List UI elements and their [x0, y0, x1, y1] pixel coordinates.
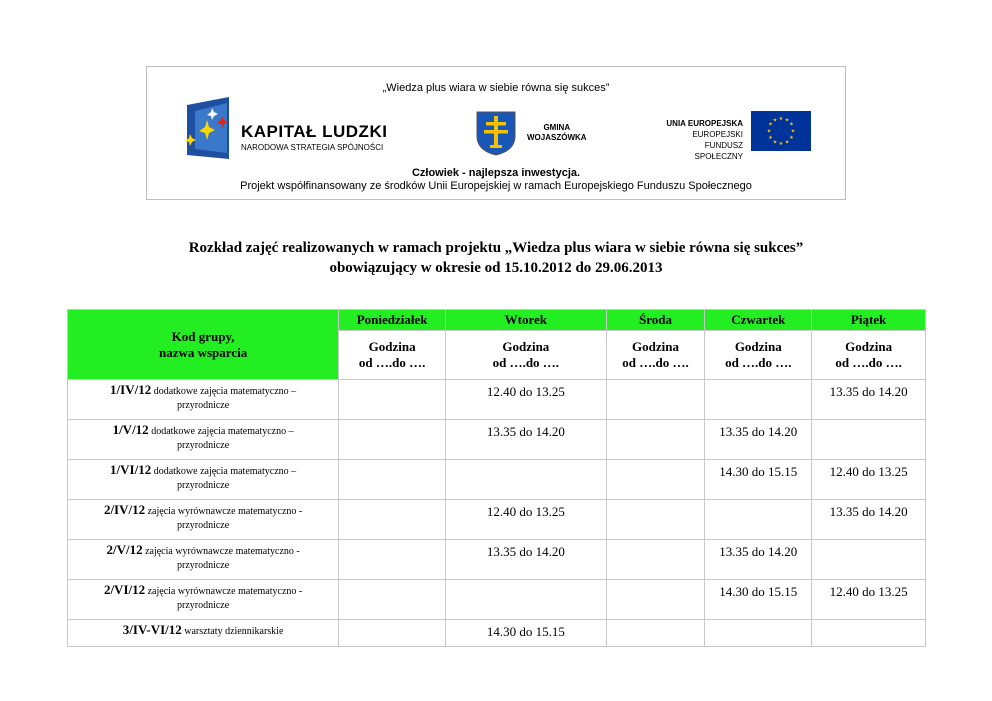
time-slot	[606, 460, 705, 500]
eu-line3: FUNDUSZ SPOŁECZNY	[694, 141, 743, 161]
header-day: Wtorek	[446, 310, 607, 331]
time-slot	[339, 460, 446, 500]
project-banner	[146, 66, 846, 200]
group-desc-cont: przyrodnicze	[176, 560, 230, 571]
hours-line2: od ….do ….	[358, 355, 426, 370]
schedule-table	[67, 309, 926, 647]
header-hours	[705, 331, 812, 380]
time-slot	[705, 380, 812, 420]
time-slot: 13.35 do 14.20	[705, 420, 812, 460]
group-cell	[68, 500, 339, 540]
group-code: 2/VI/12	[103, 582, 146, 597]
time-slot: 12.40 do 13.25	[812, 580, 926, 620]
time-slot: 12.40 do 13.25	[446, 500, 607, 540]
group-desc: dodatkowe zajęcia matematyczno –	[151, 426, 294, 437]
time-slot	[446, 580, 607, 620]
svg-text:★: ★	[790, 128, 796, 135]
time-slot	[812, 620, 926, 647]
hours-line1: Godzina	[632, 339, 679, 354]
time-slot: 14.30 do 15.15	[705, 580, 812, 620]
group-code: 1/V/12	[112, 422, 149, 437]
header-hours	[606, 331, 705, 380]
banner-slogan: „Wiedza plus wiara w siebie równa się sukces”	[382, 82, 610, 94]
time-slot	[339, 380, 446, 420]
kapital-ludzki-wordmark	[241, 122, 387, 152]
hours-line1: Godzina	[368, 339, 416, 354]
svg-text:★: ★	[772, 117, 778, 124]
group-cell	[68, 380, 339, 420]
time-slot: 13.35 do 14.20	[446, 420, 607, 460]
group-desc-cont: przyrodnicze	[176, 400, 230, 411]
table-row	[68, 580, 926, 620]
time-slot	[606, 420, 705, 460]
group-desc-cont: przyrodnicze	[176, 480, 230, 491]
time-slot: 13.35 do 14.20	[446, 540, 607, 580]
group-code: 1/IV/12	[110, 382, 152, 397]
gmina-line1: GMINA	[543, 123, 571, 132]
eu-flag-icon	[751, 111, 811, 151]
time-slot	[339, 540, 446, 580]
group-desc: dodatkowe zajęcia matematyczno –	[153, 466, 297, 477]
header-hours	[446, 331, 607, 380]
eu-label	[655, 118, 743, 162]
kapital-ludzki-subtitle: NARODOWA STRATEGIA SPÓJNOŚCI	[241, 143, 384, 152]
svg-text:★: ★	[789, 135, 794, 141]
table-row	[68, 460, 926, 500]
table-row	[68, 420, 926, 460]
svg-text:★: ★	[768, 135, 773, 141]
time-slot	[705, 620, 812, 647]
document-title	[0, 238, 992, 278]
svg-text:★: ★	[772, 139, 778, 146]
eu-line1: UNIA EUROPEJSKA	[666, 119, 743, 128]
svg-text:★: ★	[778, 141, 784, 147]
hours-line1: Godzina	[845, 339, 893, 354]
svg-text:★: ★	[784, 139, 790, 146]
time-slot: 12.40 do 13.25	[446, 380, 607, 420]
group-code: 1/VI/12	[110, 462, 152, 477]
svg-text:★: ★	[768, 121, 773, 128]
header-hours	[812, 331, 926, 380]
time-slot: 14.30 do 15.15	[446, 620, 607, 647]
gmina-coat-of-arms-icon	[473, 110, 519, 156]
hours-line2: od ….do ….	[492, 355, 560, 370]
kapital-ludzki-title: KAPITAŁ LUDZKI	[241, 122, 388, 141]
group-code: 3/IV-VI/12	[122, 622, 182, 637]
time-slot	[446, 460, 607, 500]
banner-tagline: Człowiek - najlepsza inwestycja.	[411, 167, 581, 179]
time-slot	[339, 580, 446, 620]
group-cell	[68, 580, 339, 620]
group-cell	[68, 420, 339, 460]
gmina-line2: WOJASZÓWKA	[527, 133, 587, 142]
eu-line2: EUROPEJSKI	[692, 130, 743, 139]
group-code: 2/IV/12	[103, 502, 146, 517]
banner-funding-note: Projekt współfinansowany ze środków Unii Europejskiej w ramach Europejskiego Funduszu Społecznego	[240, 180, 752, 192]
time-slot: 13.35 do 14.20	[812, 380, 926, 420]
time-slot	[812, 420, 926, 460]
gmina-label	[527, 123, 587, 143]
kapital-ludzki-logo	[177, 97, 237, 159]
header-row-days	[68, 310, 926, 331]
group-desc: warsztaty dziennikarskie	[184, 626, 284, 637]
header-day: Czwartek	[705, 310, 812, 331]
group-desc-cont: przyrodnicze	[176, 520, 230, 531]
time-slot	[705, 500, 812, 540]
table-row	[68, 540, 926, 580]
group-desc-cont: przyrodnicze	[176, 440, 230, 451]
time-slot	[339, 420, 446, 460]
group-desc: zajęcia wyrównawcze matematyczno -	[147, 586, 303, 597]
table-row	[68, 620, 926, 647]
group-cell	[68, 540, 339, 580]
group-code: 2/V/12	[106, 542, 143, 557]
group-cell	[68, 460, 339, 500]
time-slot	[606, 620, 705, 647]
time-slot	[606, 500, 705, 540]
svg-text:★: ★	[778, 116, 784, 122]
title-line1: Rozkład zajęć realizowanych w ramach projektu „Wiedza plus wiara w siebie równa się sukces”	[188, 240, 804, 256]
time-slot: 14.30 do 15.15	[705, 460, 812, 500]
header-day: Poniedziałek	[339, 310, 446, 331]
time-slot	[606, 540, 705, 580]
hours-line2: od ….do ….	[725, 355, 792, 370]
time-slot: 13.35 do 14.20	[812, 500, 926, 540]
svg-text:★: ★	[789, 121, 794, 128]
table-row	[68, 380, 926, 420]
time-slot	[812, 540, 926, 580]
hours-line1: Godzina	[502, 339, 550, 354]
time-slot	[606, 380, 705, 420]
group-desc: dodatkowe zajęcia matematyczno –	[153, 386, 297, 397]
group-desc-cont: przyrodnicze	[176, 600, 230, 611]
header-code-line1: Kod grupy,	[171, 328, 235, 344]
group-cell	[68, 620, 339, 647]
header-day: Środa	[606, 310, 705, 331]
hours-line2: od ….do ….	[622, 355, 689, 370]
header-group-code	[68, 310, 339, 380]
time-slot: 12.40 do 13.25	[812, 460, 926, 500]
time-slot	[339, 500, 446, 540]
hours-line1: Godzina	[734, 339, 782, 354]
header-hours	[339, 331, 446, 380]
table-row	[68, 500, 926, 540]
svg-text:★: ★	[766, 128, 772, 135]
hours-line2: od ….do ….	[835, 355, 902, 370]
header-day: Piątek	[812, 310, 926, 331]
time-slot	[606, 580, 705, 620]
time-slot	[339, 620, 446, 647]
svg-text:★: ★	[784, 117, 790, 124]
time-slot: 13.35 do 14.20	[705, 540, 812, 580]
header-code-line2: nazwa wsparcia	[158, 344, 248, 360]
group-desc: zajęcia wyrównawcze matematyczno -	[145, 546, 300, 557]
title-line2: obowiązujący w okresie od 15.10.2012 do 29.06.2013	[329, 260, 663, 276]
group-desc: zajęcia wyrównawcze matematyczno -	[147, 506, 303, 517]
